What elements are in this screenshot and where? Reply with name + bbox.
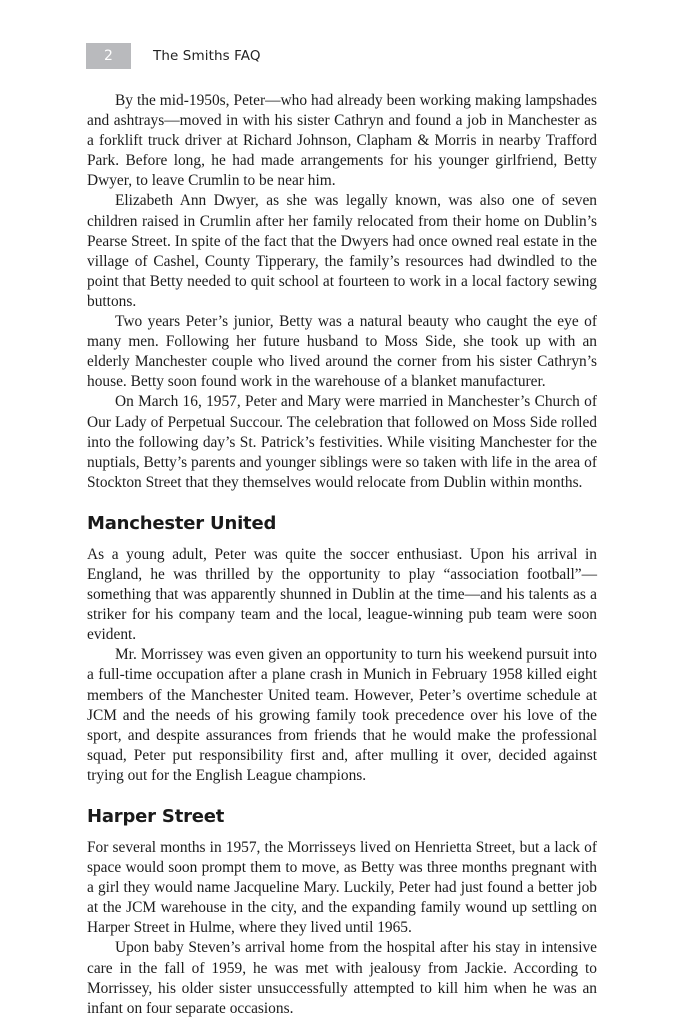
paragraph: Upon baby Steven’s arrival home from the hospital after his stay in intensive care in the fall of 1959, he was met with jealousy from Jackie. According to Morrissey, his older sister unsuccessfully attempted to kill him when he was an infant on four separate occasions. [87, 939, 597, 1017]
paragraph: Two years Peter’s junior, Betty was a natural beauty who caught the eye of many men. Following her future husband to Moss Side, she took up with an elderly Manchester couple who lived around the corner from his sister Cathryn’s house. Betty soon found work in the warehouse of a blanket manufacturer. [87, 313, 597, 391]
paragraph: As a young adult, Peter was quite the soccer enthusiast. Upon his arrival in England, he was thrilled by the opportunity to play “association football”—something that was apparently shunned in Dublin at the time—and his talents as a striker for his company team and the local, league-winning pub team were soon evident. [87, 545, 597, 644]
paragraph: For several months in 1957, the Morrisseys lived on Henrietta Street, but a lack of space would soon prompt them to move, as Betty was three months pregnant with a girl they would name Jacqueline Mary. Luckily, Peter had just found a better job at the JCM warehouse in the city, and the expanding family wound up settling on Harper Street in Hulme, where they lived until 1965. [87, 839, 597, 937]
paragraph: By the mid-1950s, Peter—who had already been working making lampshades and ashtrays—moved in with his sister Cathryn and found a job in Manchester as a forklift truck driver at Richard Johnson, Clapham & Morris in nearby Trafford Park. Before long, he had made arrangements for his younger girlfriend, Betty Dwyer, to leave Crumlin to be near him. [87, 92, 597, 190]
section-heading-manchester-united: Manchester United [87, 512, 277, 534]
paragraph: Elizabeth Ann Dwyer, as she was legally known, was also one of seven children raised in Crumlin after her family relocated from their home on Dublin’s Pearse Street. In spite of the fact that the Dwyers had once owned real estate in the village of Cashel, County Tipperary, the family’s resources had dwindled to the point that Betty needed to quit school at fourteen to work in a local factory sewing buttons. [87, 192, 597, 310]
page-number: 2 [86, 43, 131, 69]
section-heading-harper-street: Harper Street [87, 806, 225, 827]
running-title: The Smiths FAQ [153, 48, 261, 64]
paragraph: On March 16, 1957, Peter and Mary were married in Manchester’s Church of Our Lady of Perpetual Succour. The celebration that followed on Moss Side rolled into the following day’s St. Patrick’s festivities. While visiting Manchester for the nuptials, Betty’s parents and younger siblings were so taken with life in the area of Stockton Street that they themselves would relocate from Dublin within months. [87, 393, 597, 491]
body-text [87, 91, 597, 1019]
paragraph: Mr. Morrissey was even given an opportunity to turn his weekend pursuit into a full-time occupation after a plane crash in Munich in February 1958 killed eight members of the Manchester United team. However, Peter’s overtime schedule at JCM and the needs of his growing family took precedence over his love of the sport, and despite assurances from friends that he would make the professional squad, Peter put responsibility first and, after mulling it over, decided against trying out for the English League champions. [87, 646, 597, 784]
running-head [86, 43, 261, 69]
